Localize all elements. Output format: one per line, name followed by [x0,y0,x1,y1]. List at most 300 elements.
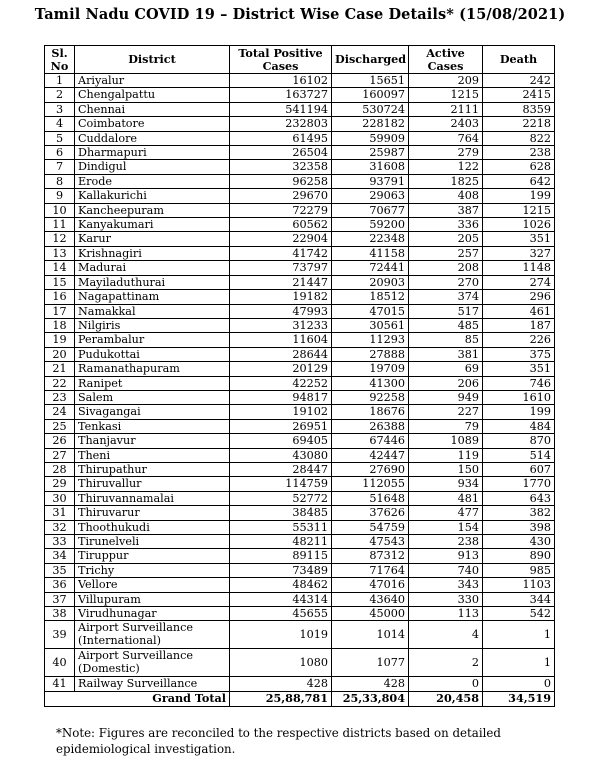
table-row [45,434,555,448]
cell-total-positive: 21447 [230,275,332,289]
cell-active: 913 [409,549,483,563]
cell-discharged: 59909 [332,131,409,145]
cell-district: Chengalpattu [75,88,230,102]
cell-sl-no: 41 [45,677,75,691]
cell-district: Namakkal [75,304,230,318]
cell-discharged: 54759 [332,520,409,534]
cell-active: 69 [409,362,483,376]
cell-discharged: 25987 [332,146,409,160]
cell-active: 122 [409,160,483,174]
cell-death: 1215 [483,203,555,217]
cell-discharged: 160097 [332,88,409,102]
cell-discharged: 43640 [332,592,409,606]
cell-active: 270 [409,275,483,289]
cell-total-positive: 1080 [230,649,332,677]
table-row [45,520,555,534]
cell-sl-no: 28 [45,462,75,476]
cell-total-positive: 72279 [230,203,332,217]
table-row [45,160,555,174]
table-row [45,621,555,649]
cell-discharged: 29063 [332,189,409,203]
cell-discharged: 1014 [332,621,409,649]
cell-death: 643 [483,491,555,505]
cell-sl-no: 2 [45,88,75,102]
table-row [45,74,555,88]
cell-district: Thanjavur [75,434,230,448]
cell-death: 0 [483,677,555,691]
cell-district: Pudukottai [75,347,230,361]
cell-active: 150 [409,462,483,476]
cell-active: 408 [409,189,483,203]
cell-total-positive: 45655 [230,607,332,621]
cell-death: 344 [483,592,555,606]
cell-district: Ramanathapuram [75,362,230,376]
cell-total-positive: 28447 [230,462,332,476]
cell-total-positive: 61495 [230,131,332,145]
cell-district: Erode [75,174,230,188]
cell-discharged: 112055 [332,477,409,491]
cell-death: 746 [483,376,555,390]
cell-district: Virudhunagar [75,607,230,621]
cell-discharged: 228182 [332,117,409,131]
cell-active: 205 [409,232,483,246]
cell-death: 296 [483,290,555,304]
cell-death: 985 [483,563,555,577]
cell-discharged: 31608 [332,160,409,174]
cell-district: Tirunelveli [75,535,230,549]
cell-district: Kanyakumari [75,218,230,232]
cell-discharged: 92258 [332,390,409,404]
cell-total-positive: 19102 [230,405,332,419]
cell-district: Madurai [75,261,230,275]
cell-total-positive: 44314 [230,592,332,606]
table-row [45,592,555,606]
table-row [45,189,555,203]
cell-death: 187 [483,318,555,332]
cell-total-positive: 60562 [230,218,332,232]
table-row [45,390,555,404]
cell-district: Thiruvannamalai [75,491,230,505]
cell-sl-no: 25 [45,419,75,433]
cell-total-positive: 16102 [230,74,332,88]
cell-active: 1215 [409,88,483,102]
cell-active: 119 [409,448,483,462]
cell-total-positive: 73489 [230,563,332,577]
cell-death: 8359 [483,102,555,116]
cell-district: Mayiladuthurai [75,275,230,289]
cell-total-positive: 48211 [230,535,332,549]
cell-death: 375 [483,347,555,361]
cell-active: 481 [409,491,483,505]
cell-active: 238 [409,535,483,549]
cell-active: 949 [409,390,483,404]
cell-sl-no: 35 [45,563,75,577]
cell-active: 208 [409,261,483,275]
cell-sl-no: 20 [45,347,75,361]
cell-discharged: 41158 [332,246,409,260]
cell-sl-no: 27 [45,448,75,462]
cell-sl-no: 23 [45,390,75,404]
cell-sl-no: 7 [45,160,75,174]
cell-total-positive: 163727 [230,88,332,102]
cell-district: Vellore [75,578,230,592]
cell-death: 607 [483,462,555,476]
cell-active: 374 [409,290,483,304]
table-row [45,102,555,116]
grand-total-active: 20,458 [409,691,483,706]
cell-discharged: 15651 [332,74,409,88]
cell-total-positive: 55311 [230,520,332,534]
cell-sl-no: 14 [45,261,75,275]
cell-active: 206 [409,376,483,390]
cell-discharged: 22348 [332,232,409,246]
cell-active: 336 [409,218,483,232]
cell-death: 542 [483,607,555,621]
table-row [45,232,555,246]
header-active-cases: Active Cases [409,46,483,74]
cell-sl-no: 1 [45,74,75,88]
cell-death: 351 [483,362,555,376]
cell-death: 274 [483,275,555,289]
grand-total-discharged: 25,33,804 [332,691,409,706]
cell-death: 1103 [483,578,555,592]
table-row [45,362,555,376]
cell-discharged: 30561 [332,318,409,332]
cell-death: 199 [483,405,555,419]
cell-active: 257 [409,246,483,260]
cell-sl-no: 33 [45,535,75,549]
cell-total-positive: 428 [230,677,332,691]
cell-active: 209 [409,74,483,88]
cell-death: 628 [483,160,555,174]
cell-discharged: 1077 [332,649,409,677]
cell-sl-no: 40 [45,649,75,677]
cell-discharged: 18676 [332,405,409,419]
cell-death: 642 [483,174,555,188]
cell-death: 199 [483,189,555,203]
cell-death: 870 [483,434,555,448]
cell-district: Cuddalore [75,131,230,145]
header-district: District [75,46,230,74]
table-row [45,491,555,505]
table-row [45,405,555,419]
table-row [45,549,555,563]
table-row [45,462,555,476]
cell-active: 381 [409,347,483,361]
cell-total-positive: 73797 [230,261,332,275]
cell-district: Kancheepuram [75,203,230,217]
cell-discharged: 27888 [332,347,409,361]
cell-sl-no: 31 [45,506,75,520]
cell-discharged: 47543 [332,535,409,549]
table-row [45,218,555,232]
cell-district: Kallakurichi [75,189,230,203]
cell-sl-no: 17 [45,304,75,318]
cell-sl-no: 5 [45,131,75,145]
table-row [45,88,555,102]
cell-sl-no: 19 [45,333,75,347]
cell-district: Thiruvallur [75,477,230,491]
cell-discharged: 67446 [332,434,409,448]
cell-discharged: 18512 [332,290,409,304]
district-case-table [44,45,555,707]
cell-sl-no: 30 [45,491,75,505]
cell-death: 398 [483,520,555,534]
cell-discharged: 11293 [332,333,409,347]
cell-total-positive: 11604 [230,333,332,347]
cell-death: 822 [483,131,555,145]
cell-active: 154 [409,520,483,534]
cell-death: 1610 [483,390,555,404]
grand-total-positive: 25,88,781 [230,691,332,706]
header-discharged: Discharged [332,46,409,74]
table-row [45,290,555,304]
cell-sl-no: 11 [45,218,75,232]
cell-sl-no: 4 [45,117,75,131]
cell-death: 1 [483,649,555,677]
table-header [45,46,555,74]
table-row [45,376,555,390]
table-row [45,117,555,131]
cell-sl-no: 39 [45,621,75,649]
cell-total-positive: 89115 [230,549,332,563]
cell-death: 1026 [483,218,555,232]
cell-district: Salem [75,390,230,404]
cell-district: Ariyalur [75,74,230,88]
cell-active: 477 [409,506,483,520]
cell-total-positive: 22904 [230,232,332,246]
cell-death: 351 [483,232,555,246]
cell-district: Airport Surveillance (International) [75,621,230,649]
cell-total-positive: 38485 [230,506,332,520]
cell-death: 382 [483,506,555,520]
cell-total-positive: 31233 [230,318,332,332]
cell-discharged: 20903 [332,275,409,289]
cell-discharged: 70677 [332,203,409,217]
cell-death: 430 [483,535,555,549]
cell-total-positive: 42252 [230,376,332,390]
table-row [45,448,555,462]
cell-total-positive: 541194 [230,102,332,116]
table-row [45,563,555,577]
table-row [45,649,555,677]
table-row [45,131,555,145]
cell-discharged: 51648 [332,491,409,505]
cell-active: 764 [409,131,483,145]
cell-district: Sivagangai [75,405,230,419]
cell-death: 327 [483,246,555,260]
cell-district: Thiruvarur [75,506,230,520]
cell-discharged: 26388 [332,419,409,433]
cell-total-positive: 26951 [230,419,332,433]
cell-sl-no: 16 [45,290,75,304]
cell-district: Krishnagiri [75,246,230,260]
table-row [45,535,555,549]
cell-total-positive: 32358 [230,160,332,174]
cell-district: Chennai [75,102,230,116]
cell-district: Coimbatore [75,117,230,131]
cell-district: Dindigul [75,160,230,174]
cell-district: Nagapattinam [75,290,230,304]
cell-death: 2218 [483,117,555,131]
cell-district: Tiruppur [75,549,230,563]
cell-total-positive: 28644 [230,347,332,361]
table-row [45,318,555,332]
cell-district: Thirupathur [75,462,230,476]
cell-discharged: 37626 [332,506,409,520]
header-total-positive-cases: Total Positive Cases [230,46,332,74]
cell-total-positive: 26504 [230,146,332,160]
cell-discharged: 47015 [332,304,409,318]
cell-discharged: 530724 [332,102,409,116]
cell-discharged: 27690 [332,462,409,476]
cell-active: 227 [409,405,483,419]
cell-death: 484 [483,419,555,433]
cell-death: 461 [483,304,555,318]
cell-total-positive: 29670 [230,189,332,203]
cell-active: 0 [409,677,483,691]
table-row [45,261,555,275]
cell-sl-no: 6 [45,146,75,160]
cell-active: 740 [409,563,483,577]
cell-active: 1825 [409,174,483,188]
cell-discharged: 428 [332,677,409,691]
cell-discharged: 72441 [332,261,409,275]
cell-death: 242 [483,74,555,88]
cell-discharged: 42447 [332,448,409,462]
cell-total-positive: 19182 [230,290,332,304]
cell-total-positive: 52772 [230,491,332,505]
table-row [45,304,555,318]
cell-sl-no: 32 [45,520,75,534]
cell-discharged: 41300 [332,376,409,390]
cell-death: 1770 [483,477,555,491]
table-row [45,174,555,188]
cell-discharged: 93791 [332,174,409,188]
cell-active: 330 [409,592,483,606]
cell-sl-no: 12 [45,232,75,246]
grand-total-row [45,691,555,706]
cell-total-positive: 48462 [230,578,332,592]
cell-active: 113 [409,607,483,621]
table-row [45,477,555,491]
cell-sl-no: 29 [45,477,75,491]
cell-sl-no: 37 [45,592,75,606]
cell-sl-no: 10 [45,203,75,217]
cell-district: Nilgiris [75,318,230,332]
cell-total-positive: 94817 [230,390,332,404]
grand-total-label: Grand Total [45,691,230,706]
cell-active: 2403 [409,117,483,131]
cell-district: Railway Surveillance [75,677,230,691]
cell-district: Trichy [75,563,230,577]
table-row [45,347,555,361]
cell-sl-no: 13 [45,246,75,260]
table-row [45,607,555,621]
cell-death: 1148 [483,261,555,275]
cell-discharged: 87312 [332,549,409,563]
cell-sl-no: 26 [45,434,75,448]
cell-district: Theni [75,448,230,462]
table-row [45,203,555,217]
cell-sl-no: 18 [45,318,75,332]
cell-total-positive: 47993 [230,304,332,318]
cell-total-positive: 43080 [230,448,332,462]
table-row [45,578,555,592]
cell-sl-no: 8 [45,174,75,188]
cell-total-positive: 20129 [230,362,332,376]
cell-active: 2 [409,649,483,677]
cell-active: 2111 [409,102,483,116]
cell-active: 343 [409,578,483,592]
cell-district: Thoothukudi [75,520,230,534]
cell-death: 890 [483,549,555,563]
cell-total-positive: 41742 [230,246,332,260]
cell-district: Ranipet [75,376,230,390]
cell-death: 238 [483,146,555,160]
cell-district: Villupuram [75,592,230,606]
cell-sl-no: 34 [45,549,75,563]
header-death: Death [483,46,555,74]
cell-district: Dharmapuri [75,146,230,160]
cell-active: 485 [409,318,483,332]
cell-sl-no: 24 [45,405,75,419]
cell-active: 517 [409,304,483,318]
cell-sl-no: 38 [45,607,75,621]
grand-total-death: 34,519 [483,691,555,706]
cell-discharged: 45000 [332,607,409,621]
cell-sl-no: 9 [45,189,75,203]
table-row [45,275,555,289]
cell-discharged: 19709 [332,362,409,376]
cell-sl-no: 22 [45,376,75,390]
table-footer [45,691,555,706]
cell-sl-no: 36 [45,578,75,592]
cell-sl-no: 21 [45,362,75,376]
cell-active: 1089 [409,434,483,448]
page-title: Tamil Nadu COVID 19 – District Wise Case Details* (15/08/2021) [34,6,566,23]
cell-discharged: 59200 [332,218,409,232]
cell-active: 934 [409,477,483,491]
table-row [45,246,555,260]
cell-discharged: 71764 [332,563,409,577]
cell-active: 79 [409,419,483,433]
cell-active: 387 [409,203,483,217]
cell-total-positive: 1019 [230,621,332,649]
cell-district: Airport Surveillance (Domestic) [75,649,230,677]
table-body [45,74,555,692]
footnote: *Note: Figures are reconciled to the respective districts based on detailed epidemiological investigation. [56,726,501,756]
cell-active: 279 [409,146,483,160]
cell-death: 1 [483,621,555,649]
table-row [45,146,555,160]
cell-active: 85 [409,333,483,347]
cell-active: 4 [409,621,483,649]
header-sl-no: Sl. No [45,46,75,74]
cell-total-positive: 114759 [230,477,332,491]
cell-sl-no: 3 [45,102,75,116]
table-row [45,333,555,347]
cell-district: Perambalur [75,333,230,347]
table-row [45,677,555,691]
cell-district: Tenkasi [75,419,230,433]
table-row [45,506,555,520]
cell-total-positive: 96258 [230,174,332,188]
cell-discharged: 47016 [332,578,409,592]
cell-death: 2415 [483,88,555,102]
cell-sl-no: 15 [45,275,75,289]
cell-death: 226 [483,333,555,347]
